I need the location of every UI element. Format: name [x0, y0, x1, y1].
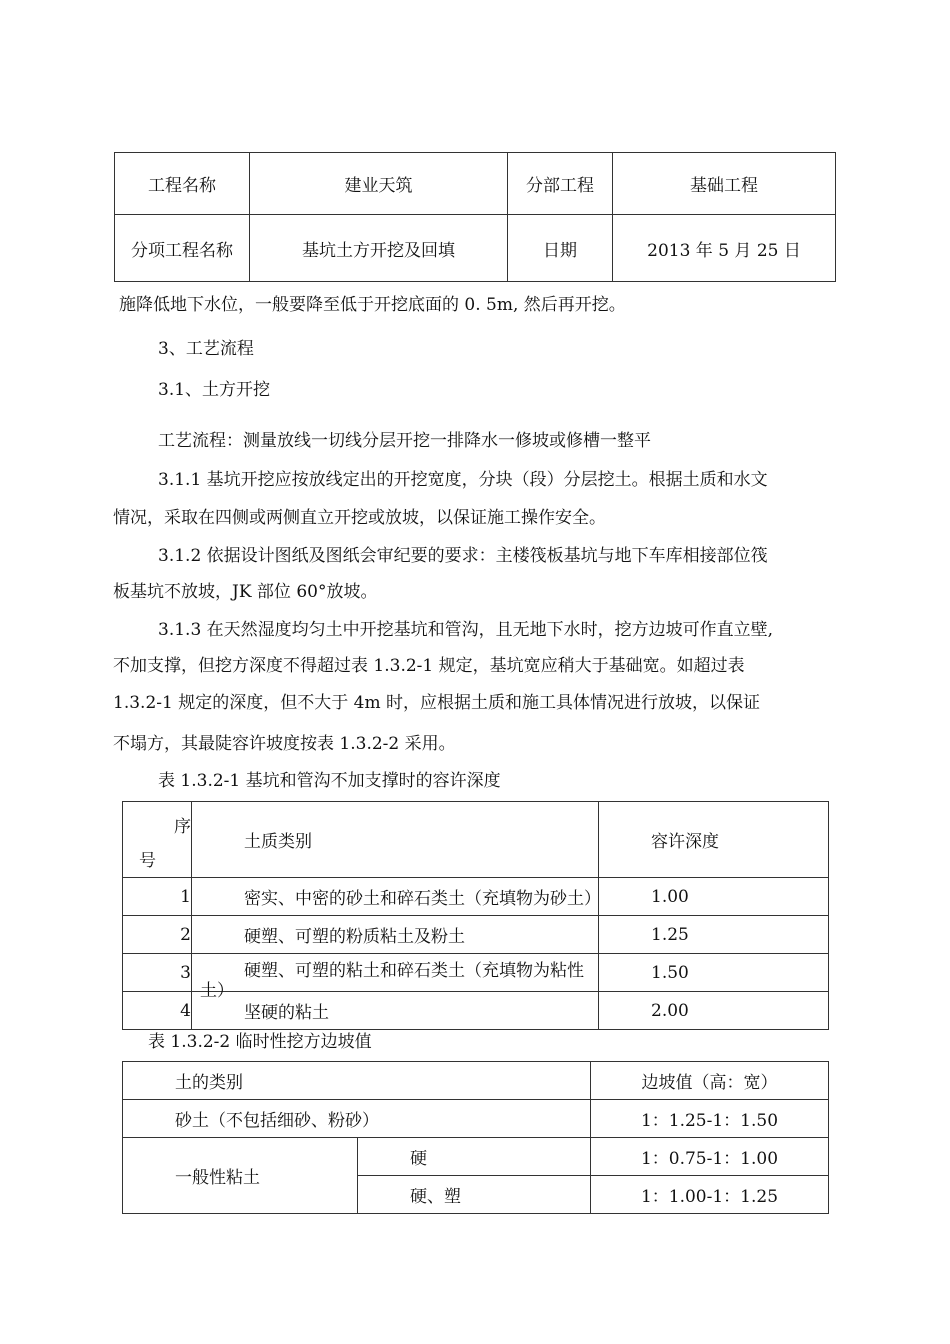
seq-header [123, 802, 192, 878]
soil-type-cell [192, 954, 599, 1001]
subitem-label: 分项工程名称 [115, 215, 250, 282]
paragraph-3-1-3-line3: 1.3.2-1 规定的深度，但不大于 4m 时，应根据土质和施工具体情况进行放坡，以保证 [113, 693, 760, 713]
soil-type-header: 土质类别 [192, 802, 599, 878]
table-row [123, 1138, 829, 1176]
project-name-label: 工程名称 [115, 153, 250, 215]
table-row [123, 878, 829, 916]
allowable-depth-header: 容许深度 [599, 802, 829, 878]
soil-type-line2: 土） [200, 981, 234, 1001]
slope-value-header: 边坡值（高：宽） [591, 1062, 829, 1100]
table-header-row [123, 1062, 829, 1100]
table-row [123, 916, 829, 954]
paragraph-3-1-3-line1: 3.1.3 在天然湿度均匀土中开挖基坑和管沟，且无地下水时，挖方边坡可作直立壁, [158, 620, 774, 640]
section-heading-3-1: 3.1、土方开挖 [158, 380, 271, 400]
division-label: 分部工程 [508, 153, 613, 215]
paragraph-3-1-1-line1: 3.1.1 基坑开挖应按放线定出的开挖宽度，分块（段）分层挖土。根据土质和水文 [158, 470, 768, 490]
soil-state-cell: 硬 [358, 1138, 591, 1176]
soil-state-cell: 硬、塑 [358, 1176, 591, 1214]
slope-value-cell: 1：0.75-1：1.00 [591, 1138, 829, 1176]
table-row [123, 954, 829, 992]
slope-value-cell: 1：1.25-1：1.50 [591, 1100, 829, 1138]
soil-type-cell: 密实、中密的砂土和碎石类土（充填物为砂土） [192, 878, 599, 916]
paragraph-3-1-2-line2: 板基坑不放坡，JK 部位 60°放坡。 [113, 582, 378, 602]
table-header-row [123, 802, 829, 878]
seq-header-part2: 号 [139, 851, 156, 871]
table1-caption: 表 1.3.2-1 基坑和管沟不加支撑时的容许深度 [158, 771, 501, 791]
paragraph-dewatering: 施降低地下水位，一般要降至低于开挖底面的 0. 5m, 然后再开挖。 [119, 295, 626, 315]
table2-caption: 表 1.3.2-2 临时性挖方边坡值 [148, 1032, 372, 1052]
table-row [123, 1100, 829, 1138]
date-label: 日期 [508, 215, 613, 282]
row-number: 4 [123, 992, 192, 1030]
seq-header-part1: 序 [174, 817, 191, 837]
row-number: 2 [123, 916, 192, 954]
depth-cell: 1.00 [599, 878, 829, 916]
project-info-table [114, 152, 836, 282]
depth-cell: 2.00 [599, 992, 829, 1030]
soil-type-line1: 硬塑、可塑的粘土和碎石类土（充填物为粘性 [244, 961, 584, 981]
paragraph-3-1-3-line2: 不加支撑，但挖方深度不得超过表 1.3.2-1 规定，基坑宽应稍大于基础宽。如超过表 [113, 656, 745, 676]
soil-category-cell: 一般性粘土 [123, 1138, 358, 1214]
project-name-value: 建业天筑 [250, 153, 508, 215]
subitem-value: 基坑土方开挖及回填 [250, 215, 508, 282]
soil-category-header: 土的类别 [123, 1062, 591, 1100]
process-flow-text: 工艺流程：测量放线一切线分层开挖一排降水一修坡或修槽一整平 [158, 431, 651, 451]
division-value: 基础工程 [613, 153, 836, 215]
soil-type-cell: 硬塑、可塑的粉质粘土及粉土 [192, 916, 599, 954]
date-value: 2013 年 5 月 25 日 [613, 215, 836, 282]
row-number: 1 [123, 878, 192, 916]
slope-value-cell: 1：1.00-1：1.25 [591, 1176, 829, 1214]
row-number: 3 [123, 954, 192, 992]
temporary-slope-table [122, 1061, 829, 1214]
soil-category-cell: 砂土（不包括细砂、粉砂） [123, 1100, 591, 1138]
depth-cell: 1.25 [599, 916, 829, 954]
allowable-depth-table [122, 801, 829, 1030]
section-heading-3: 3、工艺流程 [158, 339, 254, 359]
paragraph-3-1-2-line1: 3.1.2 依据设计图纸及图纸会审纪要的要求：主楼筏板基坑与地下车库相接部位筏 [158, 546, 768, 566]
paragraph-3-1-1-line2: 情况，采取在四侧或两侧直立开挖或放坡，以保证施工操作安全。 [113, 508, 606, 528]
soil-type-cell: 坚硬的粘土 [192, 992, 599, 1030]
paragraph-3-1-3-line4: 不塌方，其最陡容许坡度按表 1.3.2-2 采用。 [113, 734, 456, 754]
depth-cell: 1.50 [599, 954, 829, 992]
